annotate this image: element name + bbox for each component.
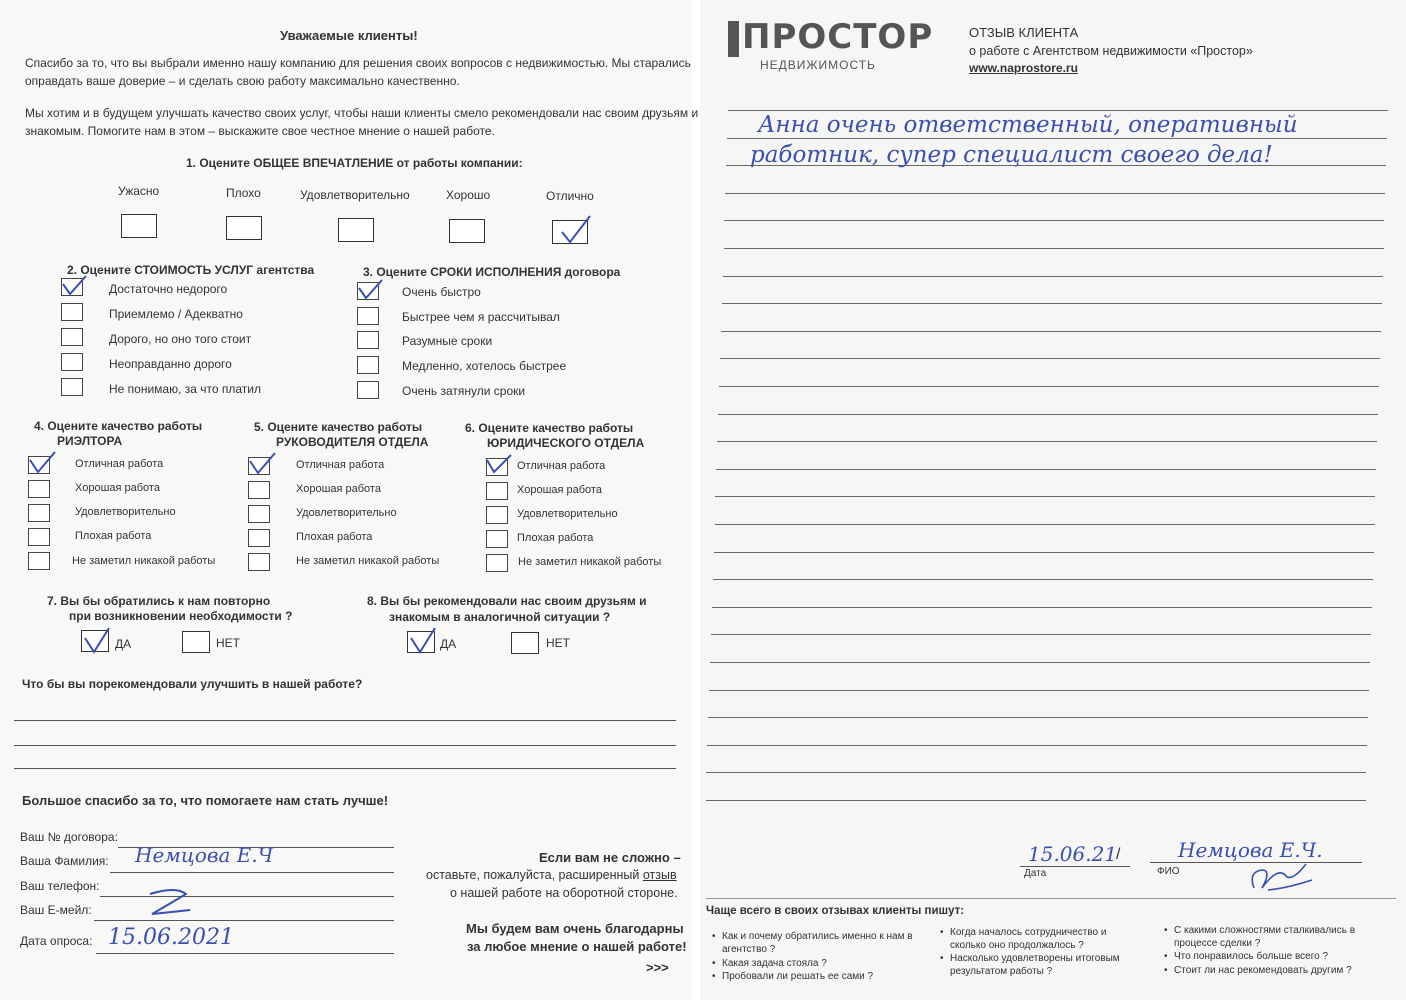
q7-yes-checkbox[interactable]	[81, 630, 109, 652]
question-7-cont: при возникновении необходимости ?	[69, 609, 293, 623]
often-title: Чаще всего в своих отзывах клиенты пишут:	[706, 905, 965, 917]
ruled-line	[706, 800, 1366, 801]
q3-checkbox[interactable]	[357, 331, 379, 349]
side-note-1: Если вам не сложно –	[539, 850, 681, 865]
intro-text-1b: оправдать ваше доверие – и сделать свою работу максимально качественно.	[25, 74, 460, 88]
q4-option-label: Хорошая работа	[75, 482, 160, 494]
q6-option-label: Не заметил никакой работы	[518, 556, 662, 568]
q6-checkbox[interactable]	[486, 482, 508, 500]
q5-checkbox[interactable]	[248, 553, 270, 571]
answer-line	[14, 745, 676, 746]
q6-option-label: Плохая работа	[517, 532, 594, 544]
tip-item: • Как и почему обратились именно к нам в агентство ?	[722, 930, 922, 956]
ruled-line	[709, 690, 1369, 691]
footer-divider	[706, 898, 1396, 899]
logo-mark-icon	[728, 21, 739, 57]
question-6: 6. Оцените качество работы	[465, 421, 634, 435]
q2-checkbox[interactable]	[61, 303, 83, 321]
review-handwriting-line-1: Анна очень ответственный, оперативный	[758, 112, 1298, 138]
ruled-line	[713, 579, 1373, 580]
ruled-line	[708, 717, 1368, 718]
q6-checkbox[interactable]	[486, 506, 508, 524]
q4-checkbox[interactable]	[28, 528, 50, 546]
q5-checkbox[interactable]	[248, 529, 270, 547]
q2-checkbox[interactable]	[61, 328, 83, 346]
q2-option-label: Дорого, но оно того стоит	[109, 332, 252, 346]
q1-option-label: Хорошо	[446, 188, 491, 202]
q2-checkbox[interactable]	[61, 378, 83, 396]
logo-subtitle: НЕДВИЖИМОСТЬ	[760, 58, 876, 72]
fio-handwriting: Немцова Е.Ч.	[1178, 838, 1323, 862]
q1-option-label: Плохо	[226, 186, 261, 200]
q1-option-label: Ужасно	[118, 184, 160, 198]
ruled-line	[728, 110, 1388, 111]
q1-checkbox[interactable]	[449, 219, 485, 243]
surname-handwriting: Немцова Е.Ч	[135, 843, 274, 867]
q7-no-checkbox[interactable]	[182, 631, 210, 653]
q1-checkbox[interactable]	[338, 218, 374, 242]
date-label: Дата опроса:	[20, 934, 93, 948]
q7-no-label: НЕТ	[216, 636, 240, 650]
fio-line	[1150, 862, 1362, 863]
q4-option-label: Удовлетворительно	[75, 506, 176, 518]
email-field[interactable]	[94, 920, 394, 921]
ruled-line	[717, 441, 1377, 442]
q3-checkbox[interactable]	[357, 307, 379, 325]
phone-field[interactable]	[100, 896, 394, 897]
intro-text-1a: Спасибо за то, что вы выбрали именно нашу компанию для решения своих вопросов с недвижимостью. Мы старались	[25, 56, 691, 70]
q2-option-label: Приемлемо / Адекватно	[109, 307, 243, 321]
q5-option-label: Не заметил никакой работы	[296, 555, 440, 567]
q6-checkbox[interactable]	[486, 530, 508, 548]
q6-option-label: Отличная работа	[517, 460, 606, 472]
ruled-line	[707, 745, 1367, 746]
question-5: 5. Оцените качество работы	[254, 420, 423, 434]
q3-option-label: Очень быстро	[402, 285, 481, 299]
q4-checkbox[interactable]	[28, 552, 50, 570]
ruled-line	[712, 607, 1372, 608]
ruled-line	[724, 248, 1384, 249]
intro-text-2a: Мы хотим и в будущем улучшать качество своих услуг, чтобы наши клиенты смело рекомендовали нас своим друзьям и	[25, 106, 699, 120]
q4-checkbox[interactable]	[28, 456, 50, 474]
fio-caption: ФИО	[1157, 866, 1180, 877]
question-4: 4. Оцените качество работы	[34, 419, 203, 433]
ruled-line	[722, 303, 1382, 304]
q3-option-label: Быстрее чем я рассчитывал	[402, 310, 560, 324]
ruled-line	[723, 276, 1383, 277]
q3-option-label: Разумные сроки	[402, 334, 493, 348]
q5-checkbox[interactable]	[248, 505, 270, 523]
side-note-4: Мы будем вам очень благодарны	[466, 921, 684, 936]
ruled-line	[718, 414, 1378, 415]
question-4-subject: РИЭЛТОРА	[57, 434, 123, 448]
q3-option-label: Очень затянули сроки	[402, 384, 526, 398]
phone-label: Ваш телефон:	[20, 879, 100, 893]
question-6-subject: ЮРИДИЧЕСКОГО ОТДЕЛА	[487, 436, 645, 450]
ruled-line	[719, 386, 1379, 387]
tip-item: • С какими сложностями сталкивались в процессе сделки ?	[1174, 924, 1374, 950]
side-note-5: за любое мнение о нашей работе!	[467, 939, 687, 954]
question-7: 7. Вы бы обратились к нам повторно	[47, 594, 271, 608]
q1-checkbox[interactable]	[226, 216, 262, 240]
contract-label: Ваш № договора:	[20, 830, 118, 844]
q5-option-label: Отличная работа	[296, 459, 385, 471]
date-handwriting: 15.06.2021	[108, 925, 234, 950]
q8-yes-label: ДА	[440, 637, 457, 651]
tip-item: • Какая задача стояла ?	[722, 957, 922, 970]
q7-yes-label: ДА	[115, 637, 132, 651]
question-2: 2. Оцените СТОИМОСТЬ УСЛУГ агентства	[67, 263, 315, 277]
q2-option-label: Не понимаю, за что платил	[109, 382, 262, 396]
ruled-line	[715, 496, 1375, 497]
tip-item: • Насколько удовлетворены итоговым результатом работы ?	[950, 952, 1145, 978]
q6-option-label: Хорошая работа	[517, 484, 602, 496]
q5-checkbox[interactable]	[248, 457, 270, 475]
logo-text: ПРОСТОР	[742, 17, 934, 57]
review-header-subtitle: о работе с Агентством недвижимости «Простор»	[969, 44, 1253, 58]
q1-option-label: Отлично	[546, 189, 594, 203]
q4-option-label: Плохая работа	[75, 530, 152, 542]
ruled-line	[721, 331, 1381, 332]
q6-checkbox[interactable]	[486, 554, 508, 572]
q4-option-label: Не заметил никакой работы	[72, 555, 216, 567]
survey-title: Уважаемые клиенты!	[280, 28, 418, 43]
q2-checkbox[interactable]	[61, 353, 83, 371]
tip-item: • Что понравилось больше всего ?	[1174, 950, 1374, 963]
q1-option-label: Удовлетворительно	[300, 188, 410, 202]
ruled-line	[725, 193, 1385, 194]
q8-no-label: НЕТ	[546, 636, 570, 650]
q1-checkbox[interactable]	[552, 220, 588, 244]
q1-checkbox[interactable]	[121, 214, 157, 238]
q5-option-label: Удовлетворительно	[296, 507, 397, 519]
q3-checkbox[interactable]	[357, 356, 379, 374]
question-5-subject: РУКОВОДИТЕЛЯ ОТДЕЛА	[276, 435, 429, 449]
q6-option-label: Удовлетворительно	[517, 508, 618, 520]
surname-label: Ваша Фамилия:	[20, 854, 109, 868]
ruled-line	[706, 772, 1366, 773]
date-signature-handwriting: 15.06.21	[1028, 842, 1118, 866]
ruled-line	[724, 220, 1384, 221]
improve-question: Что бы вы порекомендовали улучшить в нашей работе?	[22, 677, 363, 691]
q4-option-label: Отличная работа	[75, 458, 164, 470]
ruled-line	[711, 634, 1371, 635]
answer-line	[14, 768, 676, 769]
ruled-line	[710, 662, 1370, 663]
ruled-line	[715, 524, 1375, 525]
q5-option-label: Плохая работа	[296, 531, 373, 543]
q8-no-checkbox[interactable]	[511, 632, 539, 654]
q2-option-label: Достаточно недорого	[109, 282, 228, 296]
email-label: Ваш Е-мейл:	[20, 903, 92, 917]
q3-checkbox[interactable]	[357, 282, 379, 300]
q6-checkbox[interactable]	[486, 458, 508, 476]
q3-checkbox[interactable]	[357, 381, 379, 399]
ruled-line	[714, 552, 1374, 553]
thanks-text: Большое спасибо за то, что помогаете нам стать лучше!	[22, 793, 389, 808]
review-handwriting-line-2: работник, супер специалист своего дела!	[750, 142, 1273, 168]
q4-checkbox[interactable]	[28, 480, 50, 498]
question-1: 1. Оцените ОБЩЕЕ ВПЕЧАТЛЕНИЕ от работы компании:	[186, 156, 523, 170]
side-note-3: о нашей работе на оборотной стороне.	[450, 886, 678, 900]
date-line	[1020, 866, 1130, 867]
answer-line	[14, 720, 676, 721]
side-note-2: оставьте, пожалуйста, расширенный отзыв	[426, 868, 677, 882]
date-caption: Дата	[1024, 868, 1047, 879]
review-header-title: ОТЗЫВ КЛИЕНТА	[969, 25, 1079, 40]
website-link[interactable]: www.naprostore.ru	[969, 61, 1078, 75]
tip-item: • Пробовали ли решать ее сами ?	[722, 970, 922, 983]
tip-item: • Стоит ли нас рекомендовать другим ?	[1174, 964, 1374, 977]
q2-checkbox[interactable]	[61, 278, 83, 296]
surname-field[interactable]	[110, 872, 394, 873]
question-3: 3. Оцените СРОКИ ИСПОЛНЕНИЯ договора	[363, 265, 621, 279]
q8-yes-checkbox[interactable]	[407, 631, 435, 653]
ruled-line	[720, 358, 1380, 359]
page-gap	[692, 0, 700, 1000]
q4-checkbox[interactable]	[28, 504, 50, 522]
q5-checkbox[interactable]	[248, 481, 270, 499]
q2-option-label: Неоправданно дорого	[109, 357, 232, 371]
question-8-cont: знакомым в аналогичной ситуации ?	[389, 610, 611, 624]
arrows-icon: >>>	[646, 960, 669, 975]
date-field[interactable]	[96, 953, 394, 954]
q5-option-label: Хорошая работа	[296, 483, 381, 495]
question-8: 8. Вы бы рекомендовали нас своим друзьям и	[367, 594, 647, 608]
tip-item: • Когда началось сотрудничество и сколько оно продолжалось ?	[950, 926, 1145, 952]
intro-text-2b: знакомым. Помогите нам в этом – выскажите свое честное мнение о нашей работе.	[25, 124, 495, 138]
ruled-line	[716, 469, 1376, 470]
q3-option-label: Медленно, хотелось быстрее	[402, 359, 567, 373]
